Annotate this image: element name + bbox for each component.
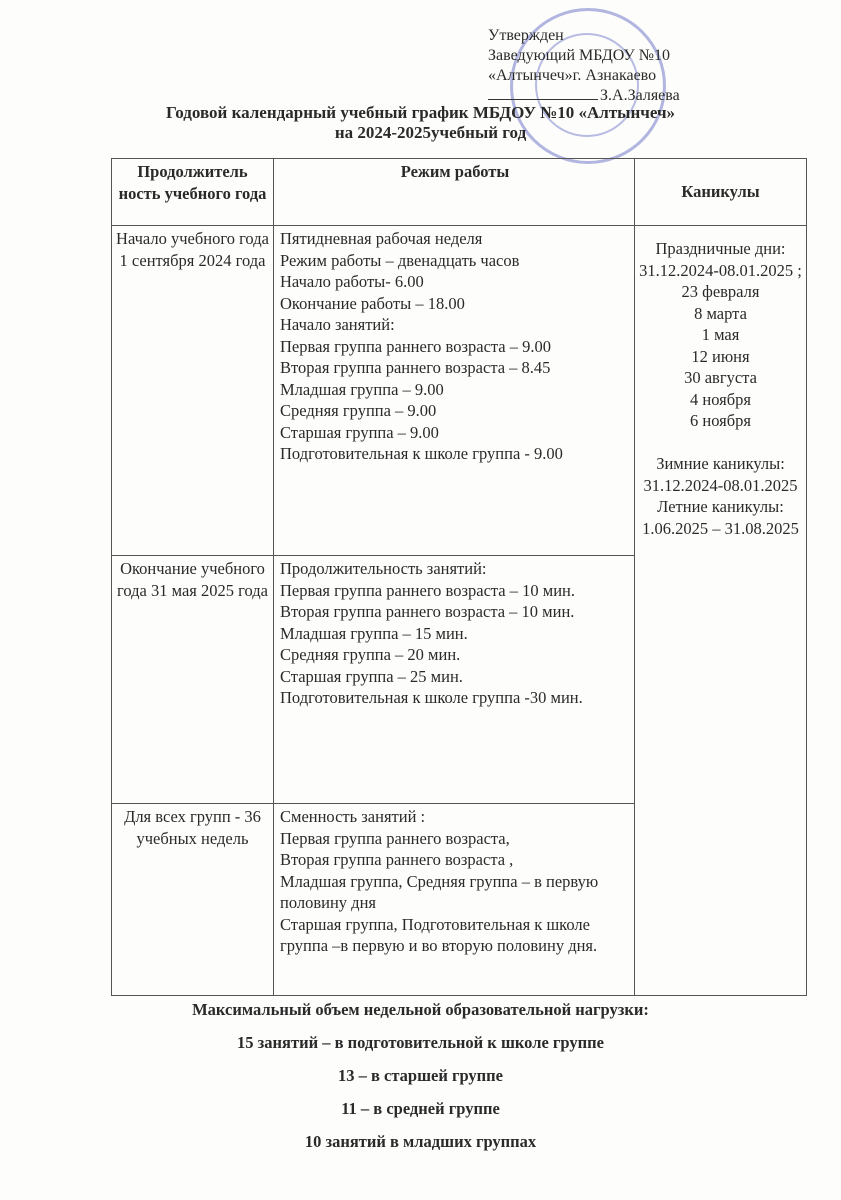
mode-line: Первая группа раннего возраста – 9.00 [280, 336, 552, 356]
approval-line: Утвержден [488, 27, 564, 44]
approval-line: «Алтынчеч»г. Азнакаево [488, 67, 657, 84]
holiday-line: 23 февраля [681, 282, 760, 301]
mode-cell [274, 804, 635, 996]
mode-line: Старшая группа – 25 мин. [280, 666, 463, 686]
duration-cell: Начало учебного года 1 сентября 2024 года [112, 226, 274, 556]
document-subtitle: на 2024-2025учебный год [334, 123, 527, 142]
approval-block [488, 26, 680, 106]
holiday-line: 31.12.2024-08.01.2025 ; [639, 260, 802, 280]
holiday-line: 31.12.2024-08.01.2025 [643, 475, 798, 495]
mode-line: Младшая группа, Средняя группа – в первую половину дня [280, 871, 599, 912]
mode-line: Начало работы- 6.00 [280, 272, 424, 291]
holidays-cell [635, 226, 807, 996]
header-holidays: Каникулы [635, 159, 807, 226]
mode-line: Средняя группа – 9.00 [280, 401, 437, 420]
footer-heading: Максимальный объем недельной образовательной нагрузки: [192, 1000, 649, 1019]
footer-line: 15 занятий – в подготовительной к школе группе [237, 1033, 604, 1052]
holiday-line: 30 августа [684, 368, 757, 387]
footer-line: 10 занятий в младших группах [304, 1132, 537, 1151]
mode-line: Средняя группа – 20 мин. [280, 645, 461, 664]
mode-line: Вторая группа раннего возраста – 10 мин. [280, 602, 575, 621]
mode-line: Младшая группа – 9.00 [280, 379, 444, 399]
duration-cell: Для всех групп - 36 учебных недель [112, 804, 274, 996]
mode-line: Пятидневная рабочая неделя [280, 229, 483, 248]
mode-line: Подготовительная к школе группа -30 мин. [280, 688, 583, 707]
mode-line: Старшая группа, Подготовительная к школе группа –в первую и во вторую половину дня. [280, 914, 598, 955]
mode-line: Вторая группа раннего возраста – 8.45 [280, 358, 551, 377]
header-duration: Продолжитель ность учебного года [112, 159, 274, 226]
holiday-line [639, 432, 802, 454]
mode-line: Первая группа раннего возраста, [280, 828, 510, 848]
table-row [112, 226, 807, 556]
holiday-line: 12 июня [691, 346, 750, 366]
mode-line: Продолжительность занятий: [280, 559, 487, 578]
mode-line: Старшая группа – 9.00 [280, 422, 439, 442]
holiday-line: 6 ноября [690, 411, 751, 430]
mode-line: Окончание работы – 18.00 [280, 293, 465, 313]
footer-line: 11 – в средней группе [341, 1099, 500, 1118]
signatory-name: З.А.Заляева [600, 87, 680, 104]
table-header-row [112, 159, 807, 226]
holiday-line: 4 ноября [690, 389, 751, 409]
signature-line [488, 99, 598, 100]
approval-line: Заведующий МБДОУ №10 [488, 47, 670, 64]
mode-line: Младшая группа – 15 мин. [280, 623, 468, 643]
holiday-line: 8 марта [694, 303, 747, 323]
mode-line: Режим работы – двенадцать часов [280, 250, 520, 270]
header-mode: Режим работы [274, 159, 635, 226]
holiday-line: Зимние каникулы: [656, 454, 785, 473]
mode-line: Начало занятий: [280, 315, 395, 334]
holiday-line: 1 мая [701, 325, 740, 344]
duration-cell: Окончание учебного года 31 мая 2025 года [112, 556, 274, 804]
holiday-line: 1.06.2025 – 31.08.2025 [642, 518, 799, 538]
mode-line: Первая группа раннего возраста – 10 мин. [280, 580, 575, 600]
document-title: Годовой календарный учебный график МБДОУ №10 «Алтынчеч» [165, 103, 676, 122]
footer-line: 13 – в старшей группе [337, 1066, 504, 1085]
holiday-line: Праздничные дни: [655, 239, 786, 258]
mode-line: Сменность занятий : [280, 807, 426, 826]
mode-cell [274, 226, 635, 556]
schedule-table [111, 158, 807, 996]
mode-line: Вторая группа раннего возраста , [280, 850, 514, 869]
mode-line: Подготовительная к школе группа - 9.00 [280, 444, 563, 463]
mode-cell [274, 556, 635, 804]
holiday-line: Летние каникулы: [657, 497, 784, 516]
